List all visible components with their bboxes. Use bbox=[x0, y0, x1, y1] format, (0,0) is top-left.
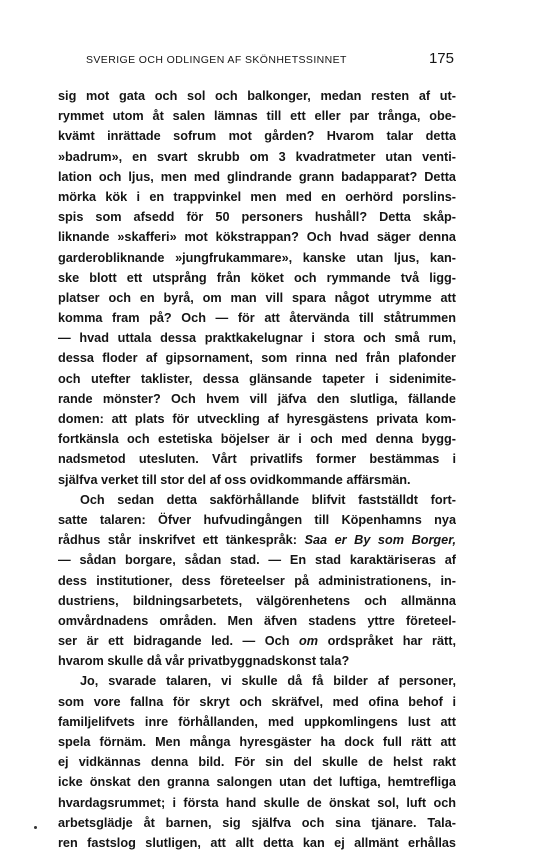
emphasized-text: Saa er By som Borger, bbox=[304, 533, 456, 548]
text-line-content: lation och ljus, men med glindrande grann badapparat? Detta bbox=[58, 169, 456, 184]
text-line-content: rande mönster? Och hvem vill jäfva den slutliga, fällande bbox=[58, 391, 456, 406]
text-line-content: garderobliknande »jungfrukammare», kanske utan ljus, kan- bbox=[58, 250, 456, 265]
text-line-content: spela förnäm. Men många hyresgäster ha dock full rätt att bbox=[58, 735, 456, 749]
text-line bbox=[58, 147, 456, 167]
text-line bbox=[58, 207, 456, 227]
text-line-content: platser och en byrå, om man vill spara något utrymme att bbox=[58, 290, 456, 305]
text-line-content: ren fastslog slutligen, att allt detta kan ej allmänt erhållas bbox=[58, 835, 456, 850]
text-line-content: fortkänsla och estetiska böjelser är i och med denna bygg- bbox=[58, 432, 456, 447]
text-line bbox=[58, 490, 456, 510]
text-line bbox=[58, 167, 456, 187]
text-line-content: domen: att plats för utveckling af hyresgästens privata kom- bbox=[58, 412, 456, 426]
text-line-content: mörka kök i en trappvinkel men med en oerhörd porslins- bbox=[58, 189, 456, 204]
text-line-content: ser är ett bidragande led. — Och bbox=[58, 634, 300, 649]
text-line bbox=[58, 248, 456, 268]
text-line-content: hvardagsrummet; i första hand skulle de önskat sol, luft och bbox=[58, 795, 456, 810]
text-line bbox=[58, 409, 456, 429]
text-line bbox=[58, 308, 456, 328]
text-line bbox=[58, 530, 456, 550]
text-line bbox=[58, 591, 456, 611]
text-line-content: rådhus står inskrifvet ett tänkespråk: bbox=[58, 533, 305, 548]
text-line-content: — sådan borgare, sådan stad. — En stad karaktäriseras af bbox=[58, 553, 456, 568]
text-line bbox=[58, 752, 456, 772]
text-line-content: spis som afsedd för 50 personers hushåll? Detta skåp- bbox=[58, 210, 456, 225]
text-line bbox=[58, 813, 456, 833]
text-line bbox=[58, 389, 456, 409]
text-line-content: hvarom skulle då vår privatbyggnadskonst tala? bbox=[58, 654, 350, 669]
running-head-title: SVERIGE OCH ODLINGEN AF SKÖNHETSSINNET bbox=[86, 54, 347, 66]
text-line bbox=[58, 348, 456, 368]
text-line bbox=[58, 449, 456, 469]
text-line bbox=[58, 793, 456, 813]
text-line-content: själfva verket till stor del af oss ovidkommande affärsmän. bbox=[58, 472, 411, 487]
body-text bbox=[58, 86, 456, 853]
text-line-content: komma fram på? Och — för att återvända till ståtrummen bbox=[58, 311, 456, 326]
text-line-content: ske blott ett utsprång från köket och rymmande två ligg- bbox=[58, 270, 456, 285]
print-speck bbox=[34, 826, 37, 829]
text-line bbox=[58, 712, 456, 732]
text-line-content: nadsmetod utesluten. Vårt privatlifs former bestämmas i bbox=[58, 452, 456, 467]
text-line-content: Och sedan detta sakförhållande blifvit fastställdt fort- bbox=[80, 492, 456, 507]
text-line bbox=[58, 772, 456, 792]
text-line-content: — hvad uttala dessa praktkakelugnar i stora och små rum, bbox=[58, 331, 456, 346]
text-line-content: Jo, svarade talaren, vi skulle då få bilder af personer, bbox=[80, 674, 456, 689]
text-line bbox=[58, 611, 456, 631]
text-line bbox=[58, 227, 456, 247]
text-line-content: och utefter taklister, dessa glänsande tapeter i sidenimite- bbox=[58, 371, 456, 386]
text-line-content: arbetsglädje åt barnen, sig själfva och sina tjänare. Tala- bbox=[58, 815, 456, 830]
text-line bbox=[58, 268, 456, 288]
text-line bbox=[58, 631, 456, 651]
text-line bbox=[58, 429, 456, 449]
text-line bbox=[58, 187, 456, 207]
running-head bbox=[58, 50, 456, 74]
text-line-content: icke önskat den granna salongen utan det luftiga, hemtrefliga bbox=[58, 775, 456, 790]
text-line-content: liknande »skafferi» mot kökstrappan? Och hvad säger denna bbox=[58, 230, 456, 245]
text-line bbox=[58, 86, 456, 106]
text-line-content: rymmet utom åt salen lämnas till ett eller par trånga, obe- bbox=[58, 109, 456, 124]
text-line-content: »badrum», en svart skrubb om 3 kvadratmeter utan venti- bbox=[58, 149, 456, 164]
text-line-content: ej vidkännas denna bild. För sin del skulle de helst rakt bbox=[58, 755, 456, 770]
text-line bbox=[58, 106, 456, 126]
page-number: 175 bbox=[428, 50, 454, 67]
emphasized-text: om bbox=[299, 634, 319, 649]
text-line-tail: ordspråket har rätt, bbox=[318, 634, 456, 649]
text-line-content: dessa floder af gipsornament, som rinna ned från plafonder bbox=[58, 351, 456, 366]
text-line bbox=[58, 470, 456, 490]
text-line bbox=[58, 369, 456, 389]
text-line bbox=[58, 550, 456, 570]
text-line bbox=[58, 732, 456, 752]
text-line bbox=[58, 288, 456, 308]
text-line bbox=[58, 126, 456, 146]
text-line bbox=[58, 671, 456, 691]
text-line-content: dustriens, bildningsarbetets, välgörenhetens och allmänna bbox=[58, 593, 456, 608]
text-line-content: dess institutioner, dess företeelser på administrationens, in- bbox=[58, 573, 456, 588]
text-line bbox=[58, 651, 456, 671]
text-line bbox=[58, 833, 456, 853]
text-line bbox=[58, 328, 456, 348]
text-line-content: kvämt inrättade sofrum mot gården? Hvarom talar detta bbox=[58, 129, 456, 144]
text-line-content: som vore fallna för skryt och skräfvel, med ofina behof i bbox=[58, 694, 456, 709]
text-line bbox=[58, 510, 456, 530]
text-line-content: familjelifvets inre förhållanden, med uppkomlingens lust att bbox=[58, 714, 456, 729]
text-line-content: omvårdnadens områden. Men äfven stadens yttre företeel- bbox=[58, 613, 456, 628]
text-line bbox=[58, 692, 456, 712]
text-line-content: satte talaren: Öfver hufvudingången till Köpenhamns nya bbox=[58, 512, 456, 527]
text-line-content: sig mot gata och sol och balkonger, medan resten af ut- bbox=[58, 89, 456, 103]
text-line bbox=[58, 571, 456, 591]
